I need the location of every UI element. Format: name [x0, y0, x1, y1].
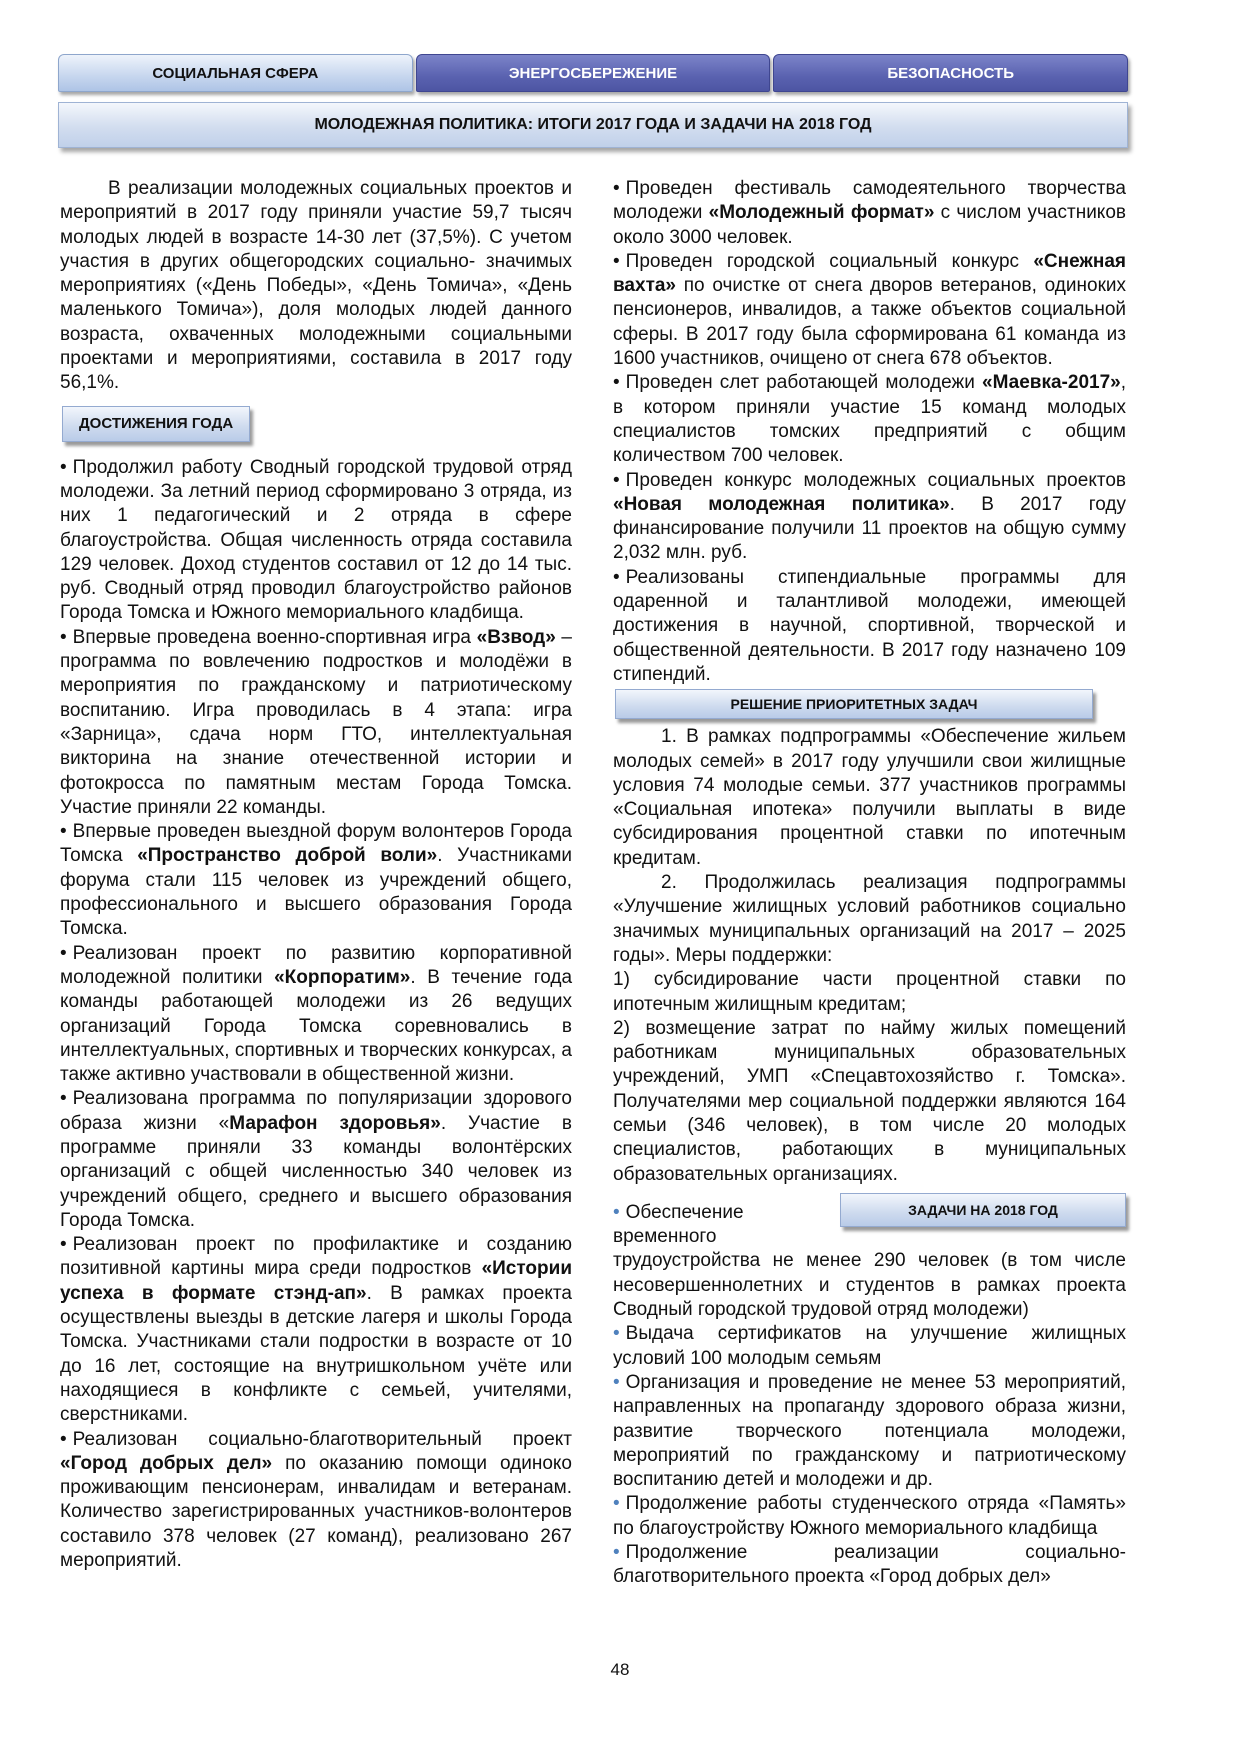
- section-tabs: [58, 54, 1128, 92]
- task-item: • Продолжение работы студенческого отряда «Память» по благоустройству Южного мемориального кладбища: [613, 1492, 1126, 1541]
- intro-paragraph: В реализации молодежных социальных проектов и мероприятий в 2017 году приняли участие 59,7 тысяч молодых людей в возрасте 14-30 лет (37,5%). С учетом участия в других общегородских социально- значимых мероприятиях («День Победы», «День Томича», «День маленького Томича»), доля молодых людей данного возраста, охваченных молодежными социальными проектами и мероприятиями, составила в 2017 году 56,1%.: [60, 178, 572, 394]
- achievement-item: • Проведен фестиваль самодеятельного творчества молодежи «Молодежный формат» с числом участников около 3000 человек.: [613, 177, 1126, 250]
- tab-security[interactable]: БЕЗОПАСНОСТЬ: [773, 54, 1128, 92]
- achievement-item: • Реализованы стипендиальные программы для одаренной и талантливой молодежи, имеющей достижения в научной, спортивной, творческой и общественной деятельности. В 2017 году назначено 109 стипендий.: [613, 566, 1126, 687]
- tab-energy-saving[interactable]: ЭНЕРГОСБЕРЕЖЕНИЕ: [416, 54, 771, 92]
- left-column: [60, 177, 572, 1573]
- achievement-item: • Впервые проведена военно-спортивная игра «Взвод» – программа по вовлечению подростков и молодёжи в мероприятия по гражданскому и патриотическому воспитанию. Игра проводилась в 4 этапа: игра «Зарница», сдача норм ГТО, интеллектуальная викторина на знание отечественной истории и фотокросса по памятным местам Города Томска. Участие приняли 22 команды.: [60, 626, 572, 820]
- achievement-item: • Реализована программа по популяризации здорового образа жизни «Марафон здоровья». Участие в программе приняли 33 команды волонтёрских организаций с общей численностью 340 человек из учреждений общего, среднего и высшего образования Города Томска.: [60, 1087, 572, 1233]
- achievement-item: • Проведен слет работающей молодежи «Маевка-2017», в котором приняли участие 15 команд молодых специалистов томских предприятий с общим количеством 700 человек.: [613, 371, 1126, 468]
- task-item: • Продолжение реализации социально-благотворительного проекта «Город добрых дел»: [613, 1541, 1126, 1590]
- priority-paragraph: 2. Продолжилась реализация подпрограммы «Улучшение жилищных условий работников социально значимых муниципальных организаций на 2017 – 2025 годы». Меры поддержки:: [613, 872, 1126, 966]
- support-measure: 1) субсидирование части процентной ставки по ипотечным жилищным кредитам;: [613, 969, 1126, 1015]
- priority-paragraph: 1. В рамках подпрограммы «Обеспечение жильем молодых семей» в 2017 году улучшили свои жилищные условия 74 молодые семьи. 377 участников программы «Социальная ипотека» получили выплаты в виде субсидирования процентной ставки по ипотечным кредитам.: [613, 726, 1126, 869]
- task-item: • Организация и проведение не менее 53 мероприятий, направленных на пропаганду здорового образа жизни, развитие творческого потенциала молодежи, мероприятий по гражданскому и патриотическому воспитанию детей и молодежи и др.: [613, 1371, 1126, 1492]
- task-item: • Обеспечение временного трудоустройства не менее 290 человек (в том числе несовершеннолетних и студентов в рамках проекта Сводный городской трудовой отряд молодежи): [613, 1201, 1126, 1322]
- achievement-item: • Реализован социально-благотворительный проект «Город добрых дел» по оказанию помощи одиноко проживающим пенсионерам, инвалидам и ветеранам. Количество зарегистрированных участников-волонтеров составило 378 человек (27 команд), реализовано 267 мероприятий.: [60, 1428, 572, 1574]
- achievements-heading: ДОСТИЖЕНИЯ ГОДА: [62, 406, 250, 442]
- achievement-item: • Реализован проект по профилактике и созданию позитивной картины мира среди подростков «Истории успеха в формате стэнд-ап». В рамках проекта осуществлены выезды в детские лагеря и школы Города Томска. Участниками стали подростки в возрасте от 10 до 16 лет, состоящие на внутришкольном учёте или находящиеся в конфликте с семьей, учителями, сверстниками.: [60, 1233, 572, 1427]
- achievement-item: • Реализован проект по развитию корпоративной молодежной политики «Корпоратим». В течение года команды работающей молодежи из 26 ведущих организаций Города Томска соревновались в интеллектуальных, спортивных и творческих конкурсах, а также активно участвовали в общественной жизни.: [60, 942, 572, 1088]
- achievement-item: • Впервые проведен выездной форум волонтеров Города Томска «Пространство доброй воли». Участниками форума стали 115 человек из учреждений общего, профессионального и высшего образования Города Томска.: [60, 820, 572, 941]
- tab-social-sphere[interactable]: СОЦИАЛЬНАЯ СФЕРА: [58, 54, 413, 92]
- page-title: МОЛОДЕЖНАЯ ПОЛИТИКА: ИТОГИ 2017 ГОДА И ЗАДАЧИ НА 2018 ГОД: [58, 102, 1128, 148]
- right-column: [613, 177, 1126, 1590]
- page-number: 48: [610, 1660, 630, 1679]
- priority-tasks-heading: РЕШЕНИЕ ПРИОРИТЕТНЫХ ЗАДАЧ: [615, 689, 1093, 719]
- achievement-item: • Проведен городской социальный конкурс «Снежная вахта» по очистке от снега дворов ветеранов, одиноких пенсионеров, инвалидов, а также объектов социальной сферы. В 2017 году была сформирована 61 команда из 1600 участников, очищено от снега 678 объектов.: [613, 250, 1126, 371]
- task-item: • Выдача сертификатов на улучшение жилищных условий 100 молодым семьям: [613, 1322, 1126, 1371]
- achievement-item: • Проведен конкурс молодежных социальных проектов «Новая молодежная политика». В 2017 году финансирование получили 11 проектов на общую сумму 2,032 млн. руб.: [613, 469, 1126, 566]
- tasks-2018-heading: ЗАДАЧИ НА 2018 ГОД: [840, 1193, 1126, 1227]
- support-measure: 2) возмещение затрат по найму жилых помещений работникам муниципальных образовательных учреждений, УМП «Спецавтохозяйство г. Томска». Получателями мер социальной поддержки являются 164 семьи (346 человек), в том числе 20 молодых специалистов, работающих в муниципальных образовательных организациях.: [613, 1017, 1126, 1185]
- achievement-item: • Продолжил работу Сводный городской трудовой отряд молодежи. За летний период сформировано 3 отряда, из них 1 педагогический и 2 отряда в сфере благоустройства. Общая численность отряда составила 129 человек. Доход студентов составил от 12 до 14 тыс. руб. Сводный отряд проводил благоустройство районов Города Томска и Южного мемориального кладбища.: [60, 456, 572, 626]
